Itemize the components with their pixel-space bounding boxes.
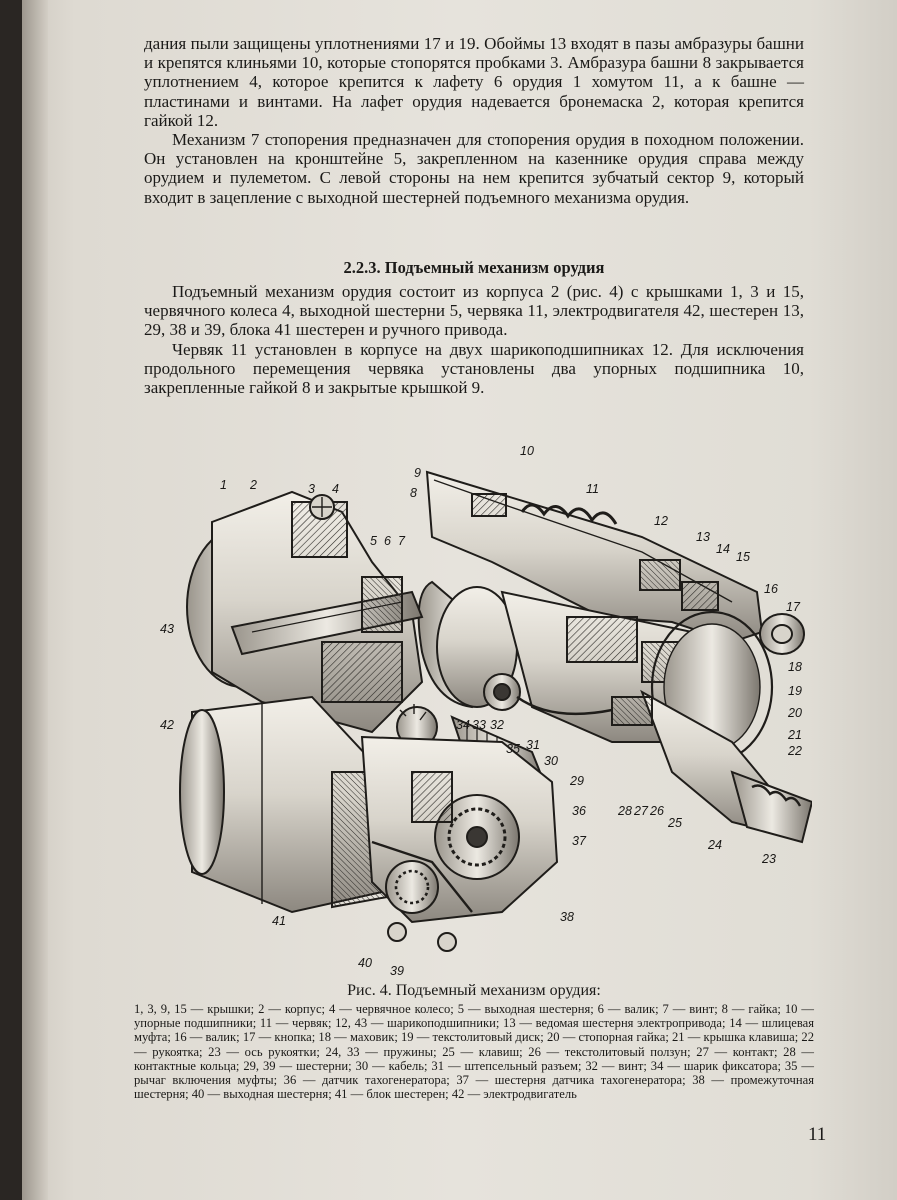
figure-caption-legend: 1, 3, 9, 15 — крышки; 2 — корпус; 4 — червячное колесо; 5 — выходная шестерня; 6 — валик; 7 — винт; 8 — гайка; 10 — упорные подшипники; 11 — червяк; 12, 43 — шарикоподшипники; 13 — ведомая шестерня электропривода; 14 — шлицевая муфта; 16 — валик; 17 — кнопка; 18 — маховик; 19 — текстолитовый диск; 20 — стопорная гайка; 21 — крышка клавиша; 22 — рукоятка; 23 — ось рукоятки; 24, 33 — пружины; 25 — клавиш; 26 — текстолитовый ползун; 27 — контакт; 28 — контактные кольца; 29, 39 — шестерни; 30 — кабель; 31 — штепсельный разъем; 32 — винт; 34 — шарик фиксатора; 35 — рычаг включения муфты; 36 — датчик тахогенератора; 37 — шестерня датчика тахогенератора; 38 — промежуточная шестерня; 40 — выходная шестерня; 41 — блок шестерен; 42 — электродвигатель <box>134 1002 814 1102</box>
callout-8: 8 <box>410 486 417 500</box>
callout-22: 22 <box>788 744 802 758</box>
callout-4: 4 <box>332 482 339 496</box>
callout-16: 16 <box>764 582 778 596</box>
figure-mechanism <box>160 442 812 982</box>
callout-30: 30 <box>544 754 558 768</box>
callout-14: 14 <box>716 542 730 556</box>
callout-13: 13 <box>696 530 710 544</box>
callout-21: 21 <box>788 728 802 742</box>
page-number: 11 <box>808 1124 827 1145</box>
paragraph-composition: Подъемный механизм орудия состоит из корпуса 2 (рис. 4) с крышками 1, 3 и 15, червячного колеса 4, выходной шестерни 5, червяка 11, электродвигателя 42, шестерен 13, 29, 38 и 39, блока 41 шестерен и ручного привода. <box>144 282 804 340</box>
section-text-block <box>144 282 804 397</box>
callout-12: 12 <box>654 514 668 528</box>
callout-18: 18 <box>788 660 802 674</box>
callout-33: 33 <box>472 718 486 732</box>
callout-34: 34 <box>456 718 470 732</box>
callout-38: 38 <box>560 910 574 924</box>
callout-27: 27 <box>634 804 648 818</box>
callout-23: 23 <box>762 852 776 866</box>
callout-31: 31 <box>526 738 540 752</box>
callout-20: 20 <box>788 706 802 720</box>
callout-2: 2 <box>250 478 257 492</box>
paragraph-locking-mechanism: Механизм 7 стопорения предназначен для стопорения орудия в походном положении. Он установлен на кронштейне 5, закрепленном на казеннике орудия справа между орудием и пулеметом. С левой стороны на нем крепится зубчатый сектор 9, который входит в зацепление с выходной шестерней подъемного механизма орудия. <box>144 130 804 207</box>
paragraph-worm: Червяк 11 установлен в корпусе на двух шарикоподшипниках 12. Для исключения продольного перемещения червяка установлены два упорных подшипника 10, закрепленные гайкой 8 и закрытые крышкой 9. <box>144 339 804 398</box>
callout-7: 7 <box>398 534 405 548</box>
callout-1: 1 <box>220 478 227 492</box>
callout-10: 10 <box>520 444 534 458</box>
section-heading: 2.2.3. Подъемный механизм орудия <box>343 258 605 277</box>
callout-3: 3 <box>308 482 315 496</box>
callout-39: 39 <box>390 964 404 978</box>
book-spine-shadow <box>22 0 48 1200</box>
callout-37: 37 <box>572 834 586 848</box>
paragraph-continued: дания пыли защищены уплотнениями 17 и 19. Обоймы 13 входят в пазы амбразуры башни и крепятся клиньями 10, которые стопорятся пробками 3. Амбразура башни 8 закрывается уплотнением 4, которое крепится к лафету 6 орудия 1 хомутом 11, а к башне — пластинами и винтами. На лафет орудия надевается бронемаска 2, которая крепится гайкой 12. <box>144 34 804 130</box>
callout-40: 40 <box>358 956 372 970</box>
callout-32: 32 <box>490 718 504 732</box>
top-text-block <box>144 34 804 207</box>
callout-35: 35 <box>506 742 520 756</box>
callout-29: 29 <box>570 774 584 788</box>
callout-24: 24 <box>708 838 722 852</box>
callout-42: 42 <box>160 718 174 732</box>
figure-caption-title: Рис. 4. Подъемный механизм орудия: <box>347 982 601 999</box>
callout-26: 26 <box>650 804 664 818</box>
callout-15: 15 <box>736 550 750 564</box>
callout-6: 6 <box>384 534 391 548</box>
callout-28: 28 <box>618 804 632 818</box>
callout-25: 25 <box>668 816 682 830</box>
callout-41: 41 <box>272 914 286 928</box>
book-page <box>22 0 897 1200</box>
callout-19: 19 <box>788 684 802 698</box>
callout-11: 11 <box>586 482 599 496</box>
mechanism-drawing-icon <box>172 442 812 982</box>
callout-9: 9 <box>414 466 421 480</box>
callout-43: 43 <box>160 622 174 636</box>
callout-36: 36 <box>572 804 586 818</box>
callout-17: 17 <box>786 600 800 614</box>
callout-5: 5 <box>370 534 377 548</box>
